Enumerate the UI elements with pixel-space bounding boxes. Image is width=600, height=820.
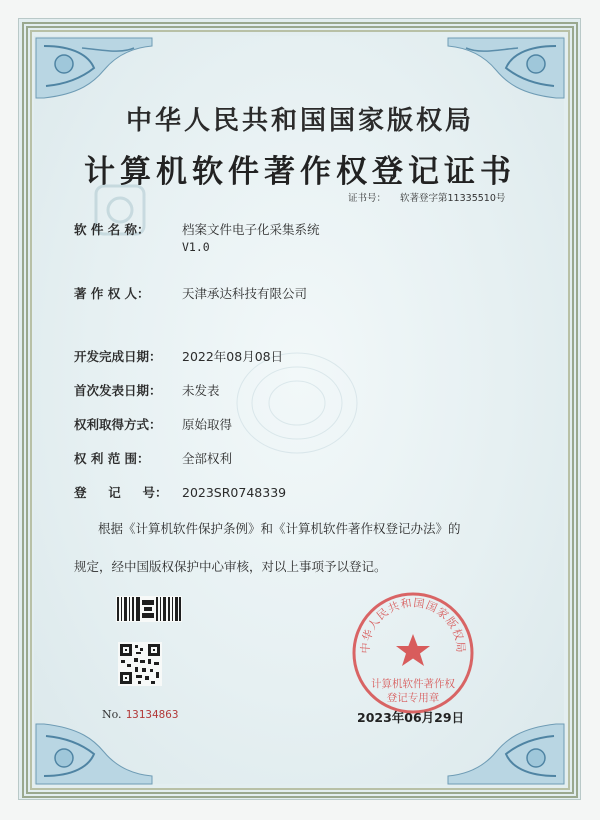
serial-prefix: No. (102, 708, 122, 721)
seal-line-2: 登记专用章 (386, 692, 440, 704)
certificate-title: 计算机软件著作权登记证书 (84, 154, 516, 190)
registration-number-row (74, 483, 286, 501)
seal-line-1: 计算机软件著作权 (371, 678, 455, 690)
statement-line-1: 根据《计算机软件保护条例》和《计算机软件著作权登记办法》的 (98, 521, 461, 536)
field-label: 软 件 名 称： (74, 222, 150, 237)
issuing-authority: 中华人民共和国国家版权局 (125, 106, 474, 136)
scope-row (74, 449, 232, 467)
corner-ornament-icon (446, 36, 566, 106)
corner-ornament-icon (446, 716, 566, 786)
registration-number-value: 2023SR0748339 (182, 485, 287, 500)
serial-number (102, 708, 179, 721)
completion-date-row (74, 347, 283, 365)
acquire-method-value: 原始取得 (182, 417, 233, 432)
corner-ornament-icon (34, 36, 154, 106)
certificate-number (348, 190, 505, 204)
statement-line-2: 规定，经中国版权保护中心审核，对以上事项予以登记。 (74, 559, 387, 574)
software-version-value: V1.0 (182, 240, 210, 254)
field-label: 著 作 权 人： (74, 286, 150, 301)
completion-date-value: 2022年08月08日 (182, 349, 284, 364)
software-name-row (74, 220, 320, 254)
owner-value: 天津承达科技有限公司 (182, 286, 308, 301)
field-label: 权利取得方式： (74, 417, 162, 432)
barcode-icon (116, 596, 182, 622)
field-label: 开发完成日期： (74, 349, 162, 364)
field-label: 登 记 号： (74, 485, 168, 500)
software-name-value: 档案文件电子化采集系统 (182, 222, 320, 237)
corner-ornament-icon (34, 716, 154, 786)
issue-date: 2023年06月29日 (357, 710, 465, 725)
certificate-number-label: 证书号： (348, 193, 387, 204)
qr-code-icon (118, 642, 162, 686)
field-label: 权 利 范 围： (74, 451, 150, 466)
svg-text:中华人民共和国国家版权局: 中华人民共和国国家版权局 (358, 596, 468, 654)
certificate-number-value: 软著登字第11335510号 (400, 193, 506, 204)
acquire-method-row (74, 415, 232, 433)
serial-value: 13134863 (125, 708, 179, 721)
first-publish-row (74, 381, 220, 399)
field-label: 首次发表日期： (74, 383, 162, 398)
owner-row (74, 284, 307, 302)
scope-value: 全部权利 (182, 451, 233, 466)
first-publish-value: 未发表 (182, 383, 220, 398)
